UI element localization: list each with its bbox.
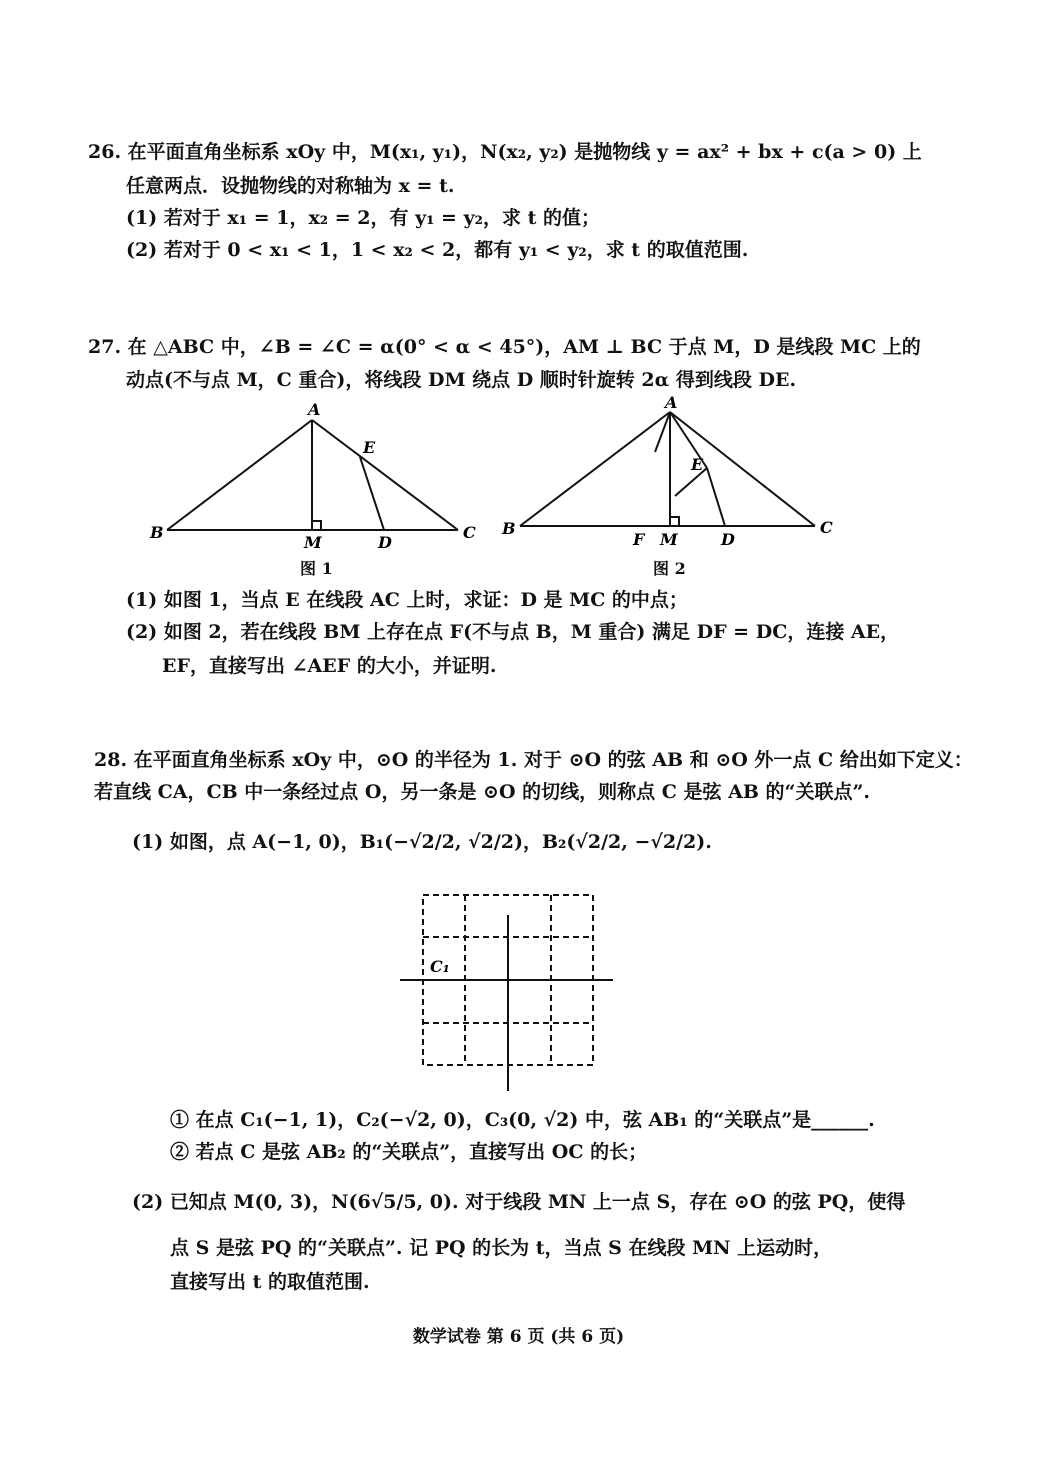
q26-part1: (1) 若对于 x₁ = 1，x₂ = 2，有 y₁ = y₂，求 t 的值； [126,207,600,229]
q28-sub2: ② 若点 C 是弦 AB₂ 的“关联点”，直接写出 OC 的长； [170,1141,648,1163]
q28-part1: (1) 如图，点 A(−1, 0)，B₁(−√2/2, √2/2)，B₂(√2/2, −√2/2). [132,831,712,853]
q27-part2-line1: (2) 如图 2，若在线段 BM 上存在点 F(不与点 B，M 重合) 满足 DF = DC，连接 AE， [126,621,900,643]
figure-1 [140,395,490,555]
fig1-label-b: B [150,523,164,542]
figure-2 [495,390,845,555]
q28-part2-line1: (2) 已知点 M(0, 3)，N(6√5/5, 0). 对于线段 MN 上一点 S，存在 ⊙O 的弦 PQ，使得 [132,1191,906,1213]
fig2-label-f: F [633,530,645,549]
q28-line1: 28. 在平面直角坐标系 xOy 中，⊙O 的半径为 1. 对于 ⊙O 的弦 AB 和 ⊙O 外一点 C 给出如下定义： [94,749,973,771]
q28-part2-line2: 点 S 是弦 PQ 的“关联点”. 记 PQ 的长为 t，当点 S 在线段 MN 上运动时， [170,1237,833,1259]
fig2-label-e: E [691,455,704,474]
q28-part2-line3: 直接写出 t 的取值范围. [170,1271,370,1293]
fig1-caption: 图 1 [300,559,333,578]
q26-line1: 26. 在平面直角坐标系 xOy 中，M(x₁, y₁)，N(x₂, y₂) 是抛物线 y = ax² + bx + c(a > 0) 上 [88,141,922,163]
fig1-label-a: A [308,400,321,419]
q26-part2: (2) 若对于 0 < x₁ < 1，1 < x₂ < 2，都有 y₁ < y₂，求 t 的取值范围. [126,239,749,261]
q27-line1: 27. 在 △ABC 中，∠B = ∠C = α(0° < α < 45°)，AM ⊥ BC 于点 M，D 是线段 MC 上的 [88,336,921,358]
q28-line2: 若直线 CA，CB 中一条经过点 O，另一条是 ⊙O 的切线，则称点 C 是弦 AB 的“关联点”. [94,781,870,803]
q27-line2: 动点(不与点 M，C 重合)，将线段 DM 绕点 D 顺时针旋转 2α 得到线段 DE. [126,369,797,391]
fig2-label-a: A [665,393,678,412]
page-footer: 数学试卷 第 6 页 (共 6 页) [412,1327,625,1347]
fig2-label-m: M [660,530,678,549]
fig1-label-m: M [304,533,322,552]
q26-line2: 任意两点．设抛物线的对称轴为 x = t. [126,175,455,197]
q27-part2-line2: EF，直接写出 ∠AEF 的大小，并证明. [162,655,497,677]
q28-sub1: ① 在点 C₁(−1, 1)，C₂(−√2, 0)，C₃(0, √2) 中，弦 AB₁ 的“关联点”是______. [170,1109,875,1131]
grid-label-c1: C₁ [430,957,450,976]
fig1-label-e: E [363,438,376,457]
fig2-label-c: C [820,518,833,537]
coordinate-grid-figure [395,885,620,1095]
q27-part1: (1) 如图 1，当点 E 在线段 AC 上时，求证：D 是 MC 的中点； [126,589,688,611]
fig1-label-d: D [378,533,392,552]
fig2-caption: 图 2 [653,559,686,578]
fig1-label-c: C [463,523,476,542]
fig2-label-b: B [502,519,516,538]
fig2-label-d: D [721,530,735,549]
